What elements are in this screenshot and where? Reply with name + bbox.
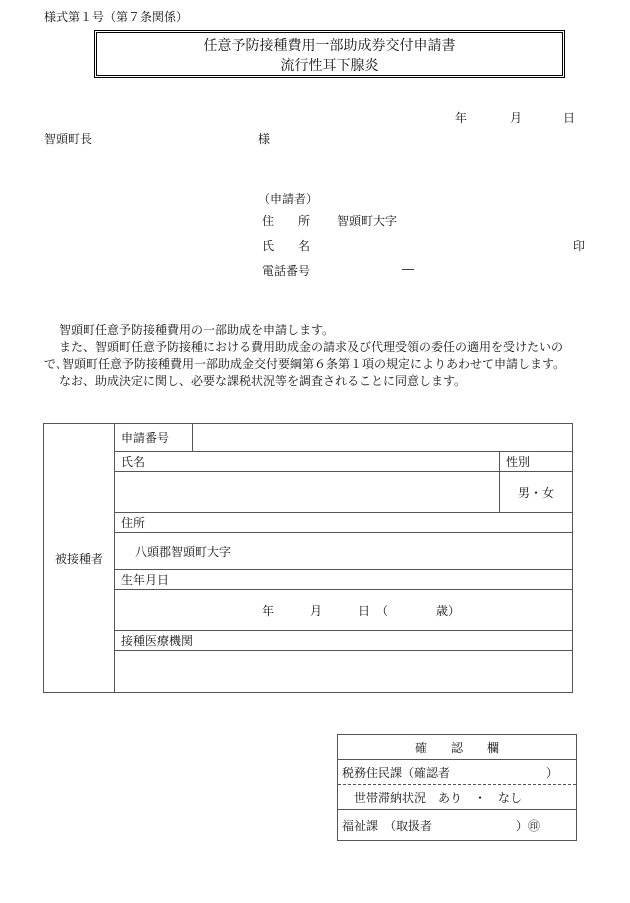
seal-mark: 印 <box>573 239 586 253</box>
confirmation-header: 確 認 欄 <box>338 735 577 760</box>
recipient-name-field[interactable] <box>115 472 500 513</box>
recipient-side-label: 被接種者 <box>44 424 115 693</box>
tax-office-row: 税務住民課（確認者 ） <box>338 760 577 785</box>
form-number: 様式第１号（第７条関係） <box>44 10 189 24</box>
gender-options[interactable]: 男・女 <box>500 472 573 513</box>
applicant-phone-label: 電話番号 <box>262 264 311 278</box>
recipient-name-label: 氏名 <box>115 452 500 472</box>
date-day: 日 <box>563 111 576 125</box>
date-month: 月 <box>510 111 523 125</box>
application-number-label: 申請番号 <box>115 424 193 452</box>
tax-status-row: 世帯滞納状況 あり ・ なし <box>338 785 577 810</box>
addressee-name: 智頭町長 <box>44 132 93 146</box>
body-paragraph-3: なお、助成決定に関し、必要な課税状況等を調査されることに同意します。 <box>59 374 467 388</box>
body-paragraph-2b: で､智頭町任意予防接種費用一部助成金交付要綱第６条第１項の規定によりあわせて申請します。 <box>44 357 566 371</box>
gender-label: 性別 <box>500 452 573 472</box>
applicant-phone-dash: ― <box>402 262 414 276</box>
birth-date-field[interactable]: 年 月 日 （ 歳） <box>115 590 573 631</box>
clinic-label: 接種医療機関 <box>115 631 573 651</box>
body-paragraph-2a: また、智頭町任意予防接種における費用助成金の請求及び代理受領の委任の適用を受けたいの <box>59 340 564 354</box>
form-title <box>94 30 565 78</box>
confirmation-table <box>337 734 577 841</box>
applicant-name-label: 氏 名 <box>262 239 311 253</box>
form-title-line2: 流行性耳下腺炎 <box>280 58 379 74</box>
clinic-field[interactable] <box>115 651 573 693</box>
recipient-table <box>43 423 573 693</box>
birth-date-label: 生年月日 <box>115 570 573 590</box>
recipient-address-label: 住所 <box>115 513 573 533</box>
applicant-address-value: 智頭町大字 <box>337 214 398 228</box>
body-paragraph-1: 智頭町任意予防接種費用の一部助成を申請します。 <box>59 323 335 337</box>
applicant-heading: （申請者） <box>258 192 319 206</box>
recipient-address-field[interactable]: 八頭郡智頭町大字 <box>115 533 573 570</box>
welfare-office-row: 福祉課 （取扱者 ）㊞ <box>338 810 577 841</box>
applicant-address-label: 住 所 <box>262 214 311 228</box>
form-title-line1: 任意予防接種費用一部助成券交付申請書 <box>203 38 456 54</box>
addressee-honorific: 様 <box>258 132 271 146</box>
date-year: 年 <box>455 111 468 125</box>
application-number-field[interactable] <box>193 424 573 452</box>
